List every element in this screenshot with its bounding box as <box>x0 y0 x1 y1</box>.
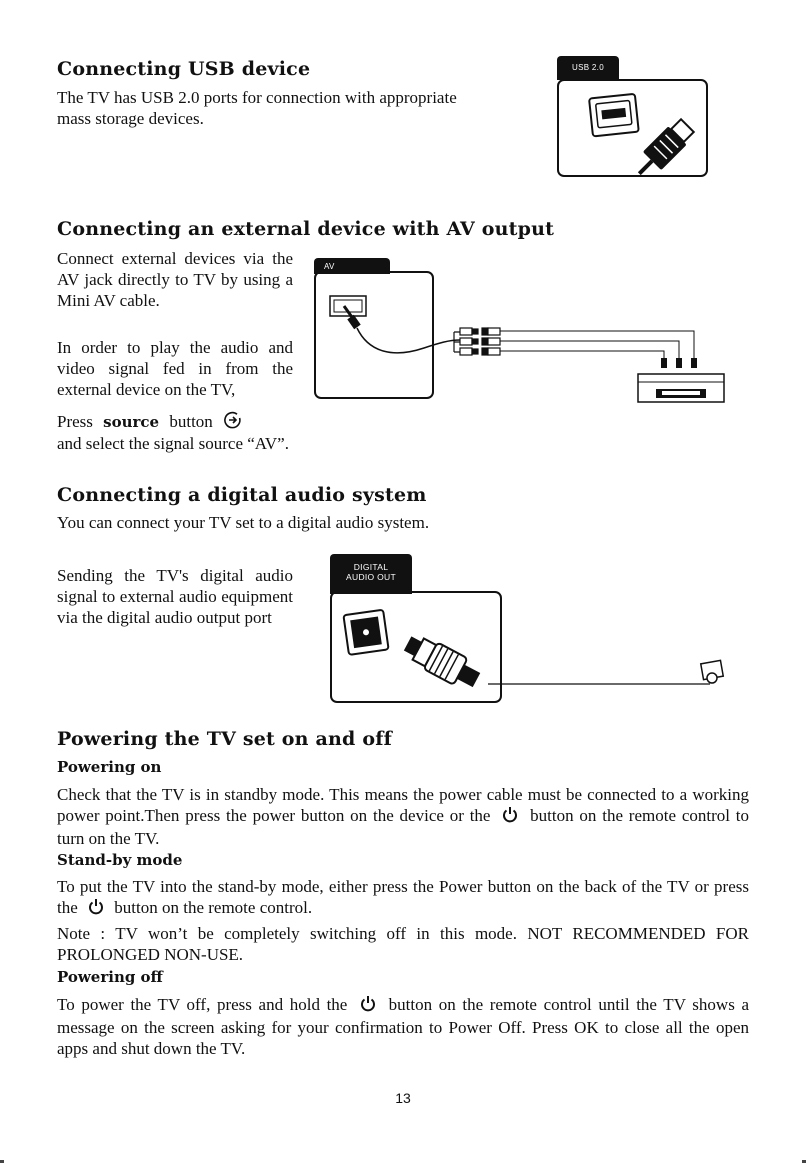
digital-intro: You can connect your TV set to a digital audio system. <box>57 513 430 532</box>
usb-tab-label: USB 2.0 <box>557 56 619 80</box>
usb-text: The TV has USB 2.0 ports for connection with appropriate mass storage devices. <box>57 88 457 128</box>
press-suffix: button <box>169 412 213 431</box>
av-press-line <box>57 410 317 435</box>
powering-off-text-b: button on the remote control until the TV shows a message on the screen asking for your confirmation to Power Off. Press OK to close all the open apps and shut down the TV. <box>57 995 749 1058</box>
digital-tab-line2: AUDIO OUT <box>346 572 396 582</box>
powering-on-text-b: button on the remote control to turn on the TV. <box>57 806 750 848</box>
powering-off-heading: Powering off <box>57 968 163 986</box>
press-prefix: Press <box>57 412 93 431</box>
av-text-1: Connect external devices via the AV jack directly to TV by using a Mini AV cable. <box>57 249 293 310</box>
digital-illustration <box>330 554 734 706</box>
standby-note: Note : TV won’t be completely switching off in this mode. NOT RECOMMENDED FOR PROLONGED NON-USE. <box>57 924 749 964</box>
power-heading: Powering the TV set on and off <box>57 728 392 750</box>
powering-off-text-a: To power the TV off, press and hold the <box>57 995 348 1014</box>
digital-tab-line1: DIGITAL <box>353 562 389 572</box>
digital-heading: Connecting a digital audio system <box>57 484 427 506</box>
powering-on-text-a: Check that the TV is in standby mode. This means the power cable must be connected to a working power point.Then press the power button on the device or the <box>57 785 749 825</box>
standby-text-a: To put the TV into the stand-by mode, either press the Power button on the back of the TV or press the <box>57 877 749 917</box>
standby-text <box>57 876 749 920</box>
powering-on-heading: Powering on <box>57 758 162 776</box>
page-number: 13 <box>395 1090 411 1106</box>
power-icon <box>88 898 104 920</box>
av-tab-label: AV <box>314 258 390 274</box>
usb-heading: Connecting USB device <box>57 58 311 80</box>
standby-text-b: button on the remote control. <box>114 898 313 917</box>
usb-illustration <box>557 56 709 178</box>
standby-heading: Stand-by mode <box>57 851 183 869</box>
powering-off-text <box>57 994 749 1059</box>
digital-text: Sending the TV's digital audio signal to external audio equipment via the digital audio output port <box>57 566 293 627</box>
power-icon <box>502 806 518 828</box>
power-icon <box>360 995 376 1017</box>
source-keyword: source <box>103 413 160 431</box>
av-illustration <box>314 258 736 408</box>
source-icon <box>223 410 243 435</box>
av-select-text: and select the signal source “AV”. <box>57 434 289 453</box>
av-heading: Connecting an external device with AV output <box>57 218 555 240</box>
av-text-2: In order to play the audio and video signal fed in from the external device on the TV, <box>57 338 293 399</box>
powering-on-text <box>57 784 749 849</box>
